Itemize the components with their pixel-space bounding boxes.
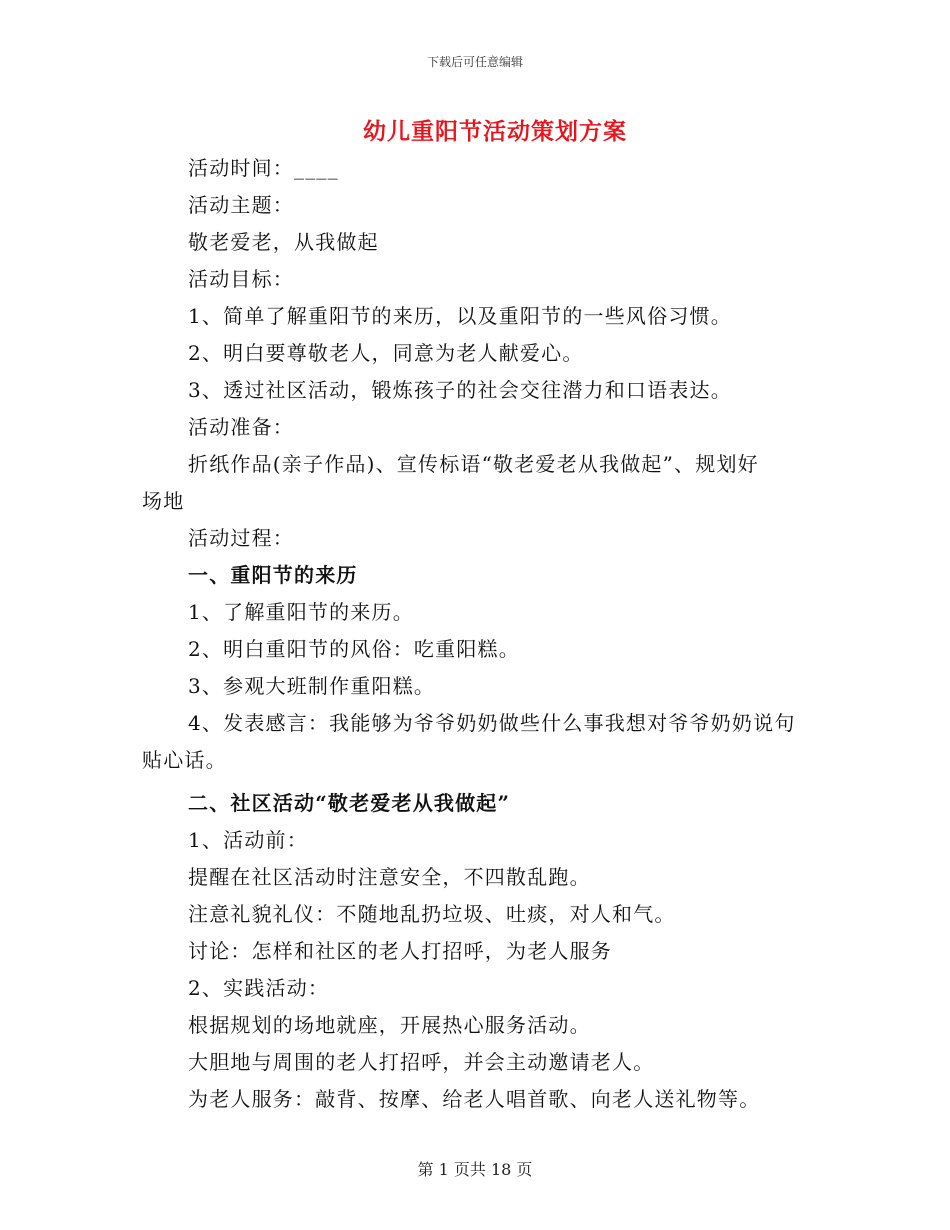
activity-theme-text: 敬老爱老，从我做起 [188,230,379,254]
section2-subheading-1: 1、活动前： [188,828,308,852]
section2-text-3: 讨论：怎样和社区的老人打招呼，为老人服务 [188,939,612,963]
activity-goals-label: 活动目标： [188,267,294,291]
section2-text-4: 根据规划的场地就座，开展热心服务活动。 [188,1013,591,1037]
section1-item-4: 4、发表感言：我能够为爷爷奶奶做些什么事我想对爷爷奶奶说句 [188,711,796,735]
activity-theme-label: 活动主题： [188,193,294,217]
section1-item-4-cont: 贴心话。 [142,748,227,772]
activity-prep-label: 活动准备： [188,415,294,439]
section2-subheading-2: 2、实践活动： [188,976,330,1000]
section-heading-1: 一、重阳节的来历 [188,563,358,587]
section2-text-5: 大胆地与周围的老人打招呼，并会主动邀请老人。 [188,1050,655,1074]
section-heading-2: 二、社区活动“敬老爱老从我做起” [188,791,511,815]
activity-prep-text: 折纸作品(亲子作品)、宣传标语“敬老爱老从我做起”、规划好 [188,452,759,476]
header-note: 下载后可任意编辑 [426,55,523,69]
document-body [142,150,822,1118]
activity-process-label: 活动过程： [188,526,294,550]
document-title: 幼儿重阳节活动策划方案 [363,118,627,145]
page-number-footer: 第 1 页共 18 页 [417,1160,533,1179]
section1-item-3: 3、参观大班制作重阳糕。 [188,674,436,698]
section1-item-1: 1、了解重阳节的来历。 [188,600,414,624]
goal-item-2: 2、明白要尊敬老人，同意为老人献爱心。 [188,341,584,365]
activity-time-line: 活动时间：____ [188,156,339,180]
goal-item-1: 1、简单了解重阳节的来历，以及重阳节的一些风俗习惯。 [188,304,732,328]
activity-prep-text-cont: 场地 [142,489,185,513]
section1-item-2: 2、明白重阳节的风俗：吃重阳糕。 [188,637,520,661]
section2-text-1: 提醒在社区活动时注意安全，不四散乱跑。 [188,865,591,889]
section2-text-2: 注意礼貌礼仪：不随地乱扔垃圾、吐痰，对人和气。 [188,902,676,926]
goal-item-3: 3、透过社区活动，锻炼孩子的社会交往潜力和口语表达。 [188,378,732,402]
section2-text-6: 为老人服务：敲背、按摩、给老人唱首歌、向老人送礼物等。 [188,1087,761,1111]
